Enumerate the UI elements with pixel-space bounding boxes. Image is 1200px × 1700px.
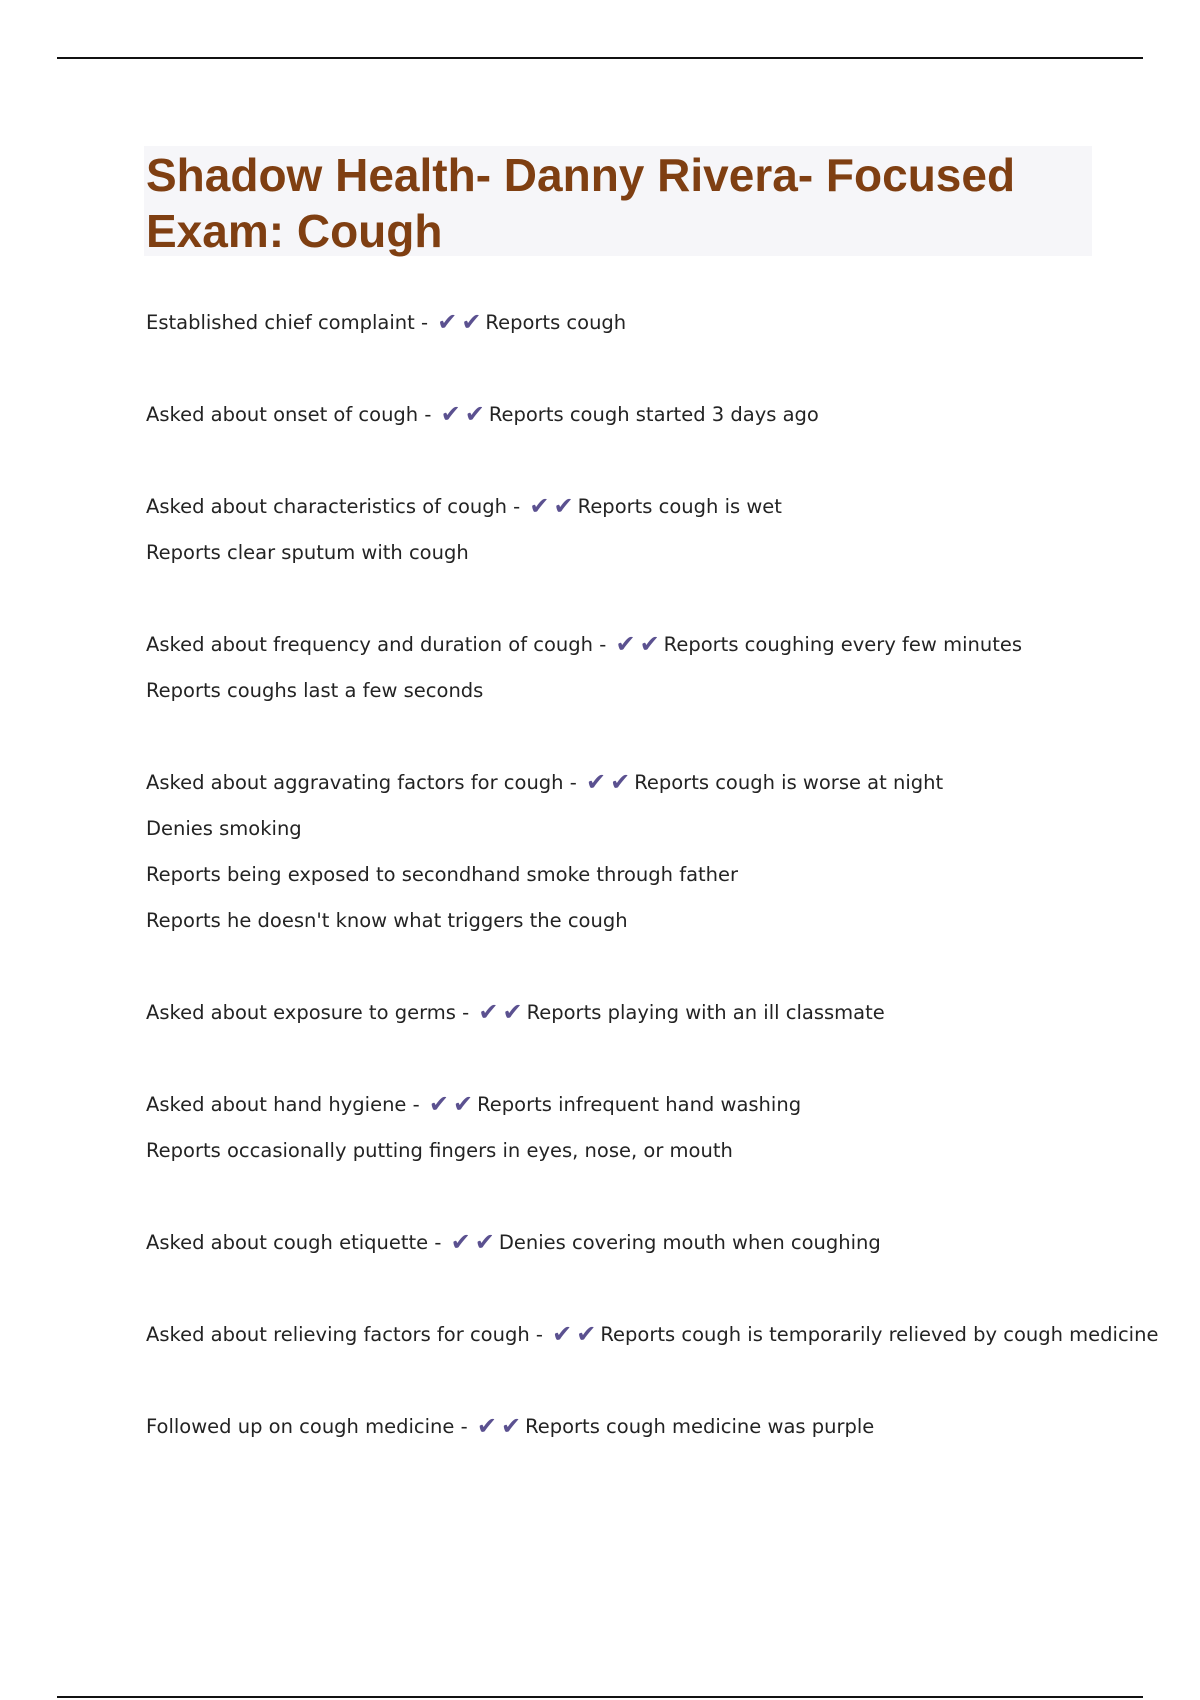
qa-answer: Reports cough medicine was purple xyxy=(525,1415,875,1438)
checkmark-icon: ✔ xyxy=(529,492,550,520)
checkmark-icon: ✔ xyxy=(461,308,482,336)
qa-separator: - xyxy=(593,633,613,656)
checkmark-icon: ✔ xyxy=(553,492,574,520)
qa-question-line xyxy=(146,1404,1146,1450)
qa-item xyxy=(146,1082,1146,1174)
qa-answer-detail: Reports coughs last a few seconds xyxy=(146,679,484,702)
qa-question: Asked about frequency and duration of cough xyxy=(146,633,594,656)
qa-answer: Reports cough is wet xyxy=(577,495,782,518)
qa-question-line xyxy=(146,760,1146,806)
qa-separator: - xyxy=(563,771,583,794)
qa-item xyxy=(146,990,1146,1036)
qa-question-line xyxy=(146,484,1146,530)
qa-separator: - xyxy=(428,1231,448,1254)
qa-question: Asked about aggravating factors for cough xyxy=(146,771,564,794)
checkmark-icon: ✔ xyxy=(474,1228,495,1256)
qa-question-line xyxy=(146,392,1146,438)
checkmark-icon: ✔ xyxy=(476,1412,497,1440)
qa-answer-detail: Denies smoking xyxy=(146,817,302,840)
qa-answer: Reports infrequent hand washing xyxy=(477,1093,802,1116)
qa-item xyxy=(146,1220,1146,1266)
qa-question: Established chief complaint xyxy=(146,311,415,334)
checkmark-icon: ✔ xyxy=(585,768,607,796)
qa-separator: - xyxy=(529,1323,550,1346)
checkmark-icon: ✔ xyxy=(452,1090,474,1118)
checkmark-icon: ✔ xyxy=(437,308,458,336)
checkmark-icon: ✔ xyxy=(615,630,636,658)
qa-question: Asked about characteristics of cough xyxy=(146,495,507,518)
checkmark-icon: ✔ xyxy=(440,400,461,428)
qa-question-line xyxy=(146,300,1146,346)
checkmark-icon: ✔ xyxy=(478,998,499,1026)
qa-answer: Denies covering mouth when coughing xyxy=(498,1231,881,1254)
checkmark-icon: ✔ xyxy=(428,1090,449,1118)
qa-separator: - xyxy=(506,495,527,518)
qa-question: Asked about onset of cough xyxy=(146,403,419,426)
qa-answer: Reports coughing every few minutes xyxy=(663,633,1023,656)
qa-question: Asked about exposure to germs xyxy=(146,1001,456,1024)
qa-answer: Reports cough started 3 days ago xyxy=(488,403,819,426)
qa-answer-detail: Reports being exposed to secondhand smoke through father xyxy=(146,863,739,886)
qa-question-line xyxy=(146,1312,1159,1358)
qa-question-line xyxy=(146,622,1146,668)
qa-question: Asked about cough etiquette xyxy=(146,1231,429,1254)
qa-question-line xyxy=(146,1082,1146,1128)
qa-answer: Reports cough is worse at night xyxy=(634,771,944,794)
qa-separator: - xyxy=(406,1093,426,1116)
qa-question: Asked about relieving factors for cough xyxy=(146,1323,530,1346)
qa-question-line xyxy=(146,1220,1146,1266)
qa-separator: - xyxy=(455,1001,476,1024)
document-title: Shadow Health- Danny Rivera- Focused Exam: Cough xyxy=(146,149,1016,257)
checkmark-icon: ✔ xyxy=(552,1320,573,1348)
checkmark-icon: ✔ xyxy=(576,1320,597,1348)
qa-item xyxy=(146,392,1146,438)
qa-answer: Reports cough is temporarily relieved by cough medicine xyxy=(600,1323,1159,1346)
qa-question: Asked about hand hygiene xyxy=(146,1093,407,1116)
qa-answer: Reports playing with an ill classmate xyxy=(526,1001,885,1024)
bottom-rule xyxy=(57,1696,1143,1698)
qa-item xyxy=(146,760,1146,944)
qa-answer-detail: Reports occasionally putting fingers in eyes, nose, or mouth xyxy=(146,1139,733,1162)
checkmark-icon: ✔ xyxy=(639,630,660,658)
qa-separator: - xyxy=(418,403,438,426)
qa-answer-detail: Reports he doesn't know what triggers the cough xyxy=(146,909,628,932)
checkmark-icon: ✔ xyxy=(500,1412,522,1440)
qa-separator: - xyxy=(454,1415,474,1438)
qa-item xyxy=(146,1312,1159,1358)
checkmark-icon: ✔ xyxy=(450,1228,471,1256)
qa-answer-detail: Reports clear sputum with cough xyxy=(146,541,469,564)
qa-question: Followed up on cough medicine xyxy=(146,1415,455,1438)
qa-item xyxy=(146,484,1146,576)
checkmark-icon: ✔ xyxy=(502,998,523,1026)
qa-item xyxy=(146,622,1146,714)
qa-list xyxy=(146,300,1159,1496)
qa-separator: - xyxy=(414,311,435,334)
top-rule xyxy=(57,57,1143,59)
qa-item xyxy=(146,300,1146,346)
qa-question-line xyxy=(146,990,1146,1036)
checkmark-icon: ✔ xyxy=(464,400,485,428)
qa-item xyxy=(146,1404,1146,1450)
checkmark-icon: ✔ xyxy=(610,768,631,796)
qa-answer: Reports cough xyxy=(485,311,627,334)
